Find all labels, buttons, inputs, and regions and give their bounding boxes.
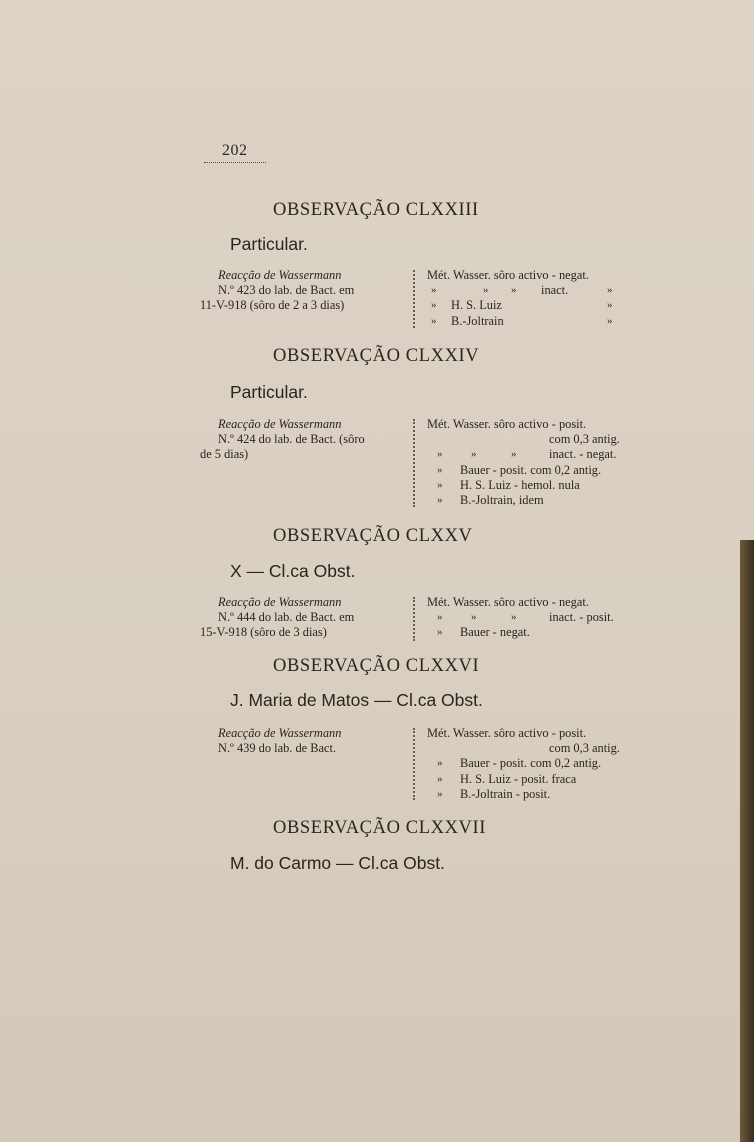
patient-line: M. do Carmo — Cl.ca Obst. [230, 853, 445, 873]
result-line: » H. S. Luiz » [431, 298, 613, 313]
observation-title: OBSERVAÇÃO CLXXIII [273, 200, 479, 220]
observation-title: OBSERVAÇÃO CLXXVI [273, 656, 480, 676]
observation-title: OBSERVAÇÃO CLXXVII [273, 818, 487, 838]
result-line: » B.-Joltrain - posit. [437, 786, 551, 801]
result-line: Mét. Wasser. sôro activo - posit. [427, 417, 587, 431]
result-line: com 0,3 antig. [549, 432, 620, 447]
result-line: » Bauer - negat. [437, 625, 530, 640]
dotted-separator [413, 728, 415, 800]
left-line: N.º 439 do lab. de Bact. [218, 741, 337, 756]
patient-line: J. Maria de Matos — Cl.ca Obst. [230, 690, 483, 710]
right-column [427, 417, 645, 508]
left-column [200, 417, 408, 463]
result-line: » » » inact. - negat. [437, 447, 617, 462]
reaction-title: Reacção de Wassermann [218, 726, 342, 740]
right-column [427, 595, 645, 641]
left-column [200, 268, 408, 314]
left-line: N.º 444 do lab. de Bact. em [218, 610, 355, 625]
result-line: » B.-Joltrain, idem [437, 492, 544, 507]
observation-title: OBSERVAÇÃO CLXXV [273, 526, 473, 546]
left-line: 15-V-918 (sôro de 3 dias) [200, 625, 327, 640]
result-line: » » » inact. - posit. [437, 610, 614, 625]
result-line: com 0,3 antig. [549, 741, 620, 756]
right-column [427, 726, 645, 802]
result-line: » » » inact. » [431, 283, 613, 298]
result-line: » Bauer - posit. com 0,2 antig. [437, 756, 602, 771]
left-column [200, 595, 408, 641]
dotted-separator [413, 419, 415, 507]
left-line: N.º 423 do lab. de Bact. em [218, 283, 355, 298]
page-edge-shadow [740, 540, 754, 1142]
left-line: 11-V-918 (sôro de 2 a 3 dias) [200, 298, 345, 313]
patient-line: X — Cl.ca Obst. [230, 561, 356, 581]
observation-title: OBSERVAÇÃO CLXXIV [273, 346, 480, 366]
result-line: Mét. Wasser. sôro activo - negat. [427, 595, 589, 609]
reaction-title: Reacção de Wassermann [218, 595, 342, 609]
right-column [427, 268, 645, 329]
left-column [200, 726, 408, 756]
patient-line: Particular. [230, 382, 308, 402]
result-line: » H. S. Luiz - hemol. nula [437, 477, 580, 492]
reaction-title: Reacção de Wassermann [218, 417, 342, 431]
dotted-separator [413, 270, 415, 328]
left-line: de 5 dias) [200, 447, 249, 462]
page-number: 202 [222, 142, 248, 159]
page-number-rule [204, 162, 266, 163]
reaction-title: Reacção de Wassermann [218, 268, 342, 282]
result-line: » H. S. Luiz - posit. fraca [437, 771, 577, 786]
result-line: » Bauer - posit. com 0,2 antig. [437, 462, 602, 477]
dotted-separator [413, 597, 415, 641]
result-line: » B.-Joltrain » [431, 313, 613, 328]
patient-line: Particular. [230, 234, 308, 254]
result-line: Mét. Wasser. sôro activo - negat. [427, 268, 589, 282]
result-line: Mét. Wasser. sôro activo - posit. [427, 726, 587, 740]
left-line: N.º 424 do lab. de Bact. (sôro [218, 432, 365, 447]
